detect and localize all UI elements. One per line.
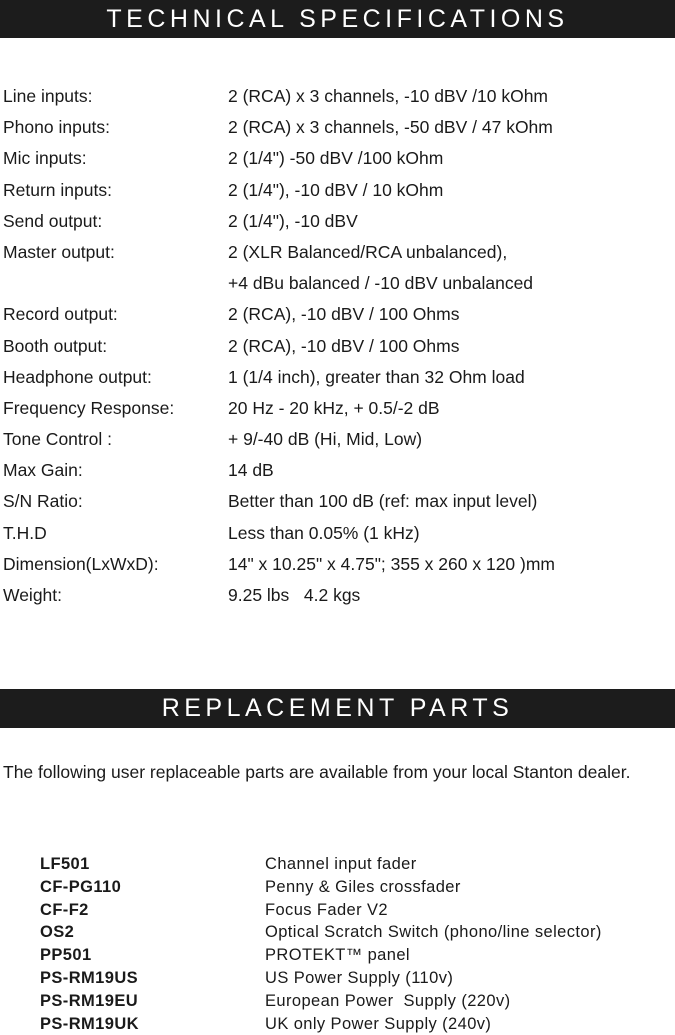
spec-row-max-gain xyxy=(3,455,663,486)
spec-label: Line inputs: xyxy=(3,86,93,106)
spec-label: Booth output: xyxy=(3,335,108,356)
spec-label: Frequency Response: xyxy=(3,397,175,418)
spec-value: 2 (RCA), -10 dBV / 100 Ohms xyxy=(228,335,460,356)
spec-row-send-output xyxy=(3,206,663,237)
spec-value: + 9/-40 dB (Hi, Mid, Low) xyxy=(228,429,423,450)
spec-row-tone-control xyxy=(3,424,663,455)
spec-label: Headphone output: xyxy=(3,366,152,387)
spec-label xyxy=(3,268,228,299)
spec-label: Master output: xyxy=(3,241,115,262)
spec-value: 2 (1/4"), -10 dBV / 10 kOhm xyxy=(228,179,444,200)
part-code: PS-RM19UK xyxy=(40,1014,139,1033)
spec-value: 2 (RCA), -10 dBV / 100 Ohms xyxy=(228,304,460,325)
spec-row-return-inputs xyxy=(3,175,663,206)
part-code: OS2 xyxy=(40,923,75,942)
spec-row-line-inputs xyxy=(3,81,663,112)
part-description: Penny & Giles crossfader xyxy=(265,877,461,896)
spec-row-sn-ratio xyxy=(3,486,663,517)
spec-label: S/N Ratio: xyxy=(3,491,83,512)
spec-value: +4 dBu balanced / -10 dBV unbalanced xyxy=(228,273,534,294)
spec-row-weight xyxy=(3,580,663,611)
spec-label: Weight: xyxy=(3,585,63,605)
specifications-table xyxy=(3,81,663,611)
spec-value: 20 Hz - 20 kHz, + 0.5/-2 dB xyxy=(228,397,440,418)
spec-value: 2 (1/4"), -10 dBV xyxy=(228,210,358,231)
spec-value: 2 (XLR Balanced/RCA unbalanced), xyxy=(228,241,508,262)
spec-row-dimension xyxy=(3,549,663,580)
spec-value: Better than 100 dB (ref: max input level) xyxy=(228,491,538,512)
spec-row-master-output-continued xyxy=(3,268,663,299)
part-description: Channel input fader xyxy=(265,855,417,873)
spec-row-headphone-output xyxy=(3,362,663,393)
spec-value: 14 dB xyxy=(228,460,274,481)
spec-label: Return inputs: xyxy=(3,179,112,200)
replacement-parts-list xyxy=(40,853,660,1035)
part-description: US Power Supply (110v) xyxy=(265,968,454,987)
part-row xyxy=(40,990,660,1013)
spec-row-phono-inputs xyxy=(3,112,663,143)
spec-label: Tone Control : xyxy=(3,429,112,450)
spec-label: Mic inputs: xyxy=(3,148,87,169)
spec-value: 14" x 10.25" x 4.75"; 355 x 260 x 120 )mm xyxy=(228,553,556,574)
spec-row-record-output xyxy=(3,299,663,330)
spec-value: 1 (1/4 inch), greater than 32 Ohm load xyxy=(228,366,525,387)
part-code: PS-RM19US xyxy=(40,968,139,987)
replacement-parts-heading: REPLACEMENT PARTS xyxy=(0,689,675,728)
part-code: CF-F2 xyxy=(40,900,89,919)
part-row xyxy=(40,944,660,967)
part-description: UK only Power Supply (240v) xyxy=(265,1014,492,1033)
part-code: LF501 xyxy=(40,855,90,873)
spec-value: 2 (1/4") -50 dBV /100 kOhm xyxy=(228,148,444,169)
part-description: European Power Supply (220v) xyxy=(265,991,511,1010)
spec-row-booth-output xyxy=(3,331,663,362)
spec-row-frequency-response xyxy=(3,393,663,424)
spec-value: 9.25 lbs 4.2 kgs xyxy=(228,585,361,605)
spec-value: 2 (RCA) x 3 channels, -50 dBV / 47 kOhm xyxy=(228,117,553,138)
part-code: CF-PG110 xyxy=(40,877,122,896)
spec-label: Send output: xyxy=(3,210,103,231)
technical-specifications-heading: TECHNICAL SPECIFICATIONS xyxy=(0,0,675,38)
part-row xyxy=(40,899,660,922)
spec-row-mic-inputs xyxy=(3,143,663,174)
spec-label: T.H.D xyxy=(3,522,47,543)
part-description: Optical Scratch Switch (phono/line selector) xyxy=(265,923,602,942)
part-row xyxy=(40,921,660,944)
part-row xyxy=(40,853,660,876)
replacement-parts-intro: The following user replaceable parts are available from your local Stanton dealer. xyxy=(3,762,631,782)
spec-label: Max Gain: xyxy=(3,460,83,481)
part-description: PROTEKT™ panel xyxy=(265,946,410,965)
part-code: PS-RM19EU xyxy=(40,991,139,1010)
spec-label: Record output: xyxy=(3,304,118,325)
part-row xyxy=(40,967,660,990)
spec-row-master-output xyxy=(3,237,663,268)
part-code: PP501 xyxy=(40,946,92,965)
part-row xyxy=(40,876,660,899)
spec-value: Less than 0.05% (1 kHz) xyxy=(228,522,420,543)
part-row xyxy=(40,1013,660,1035)
spec-label: Dimension(LxWxD): xyxy=(3,553,159,574)
spec-row-thd xyxy=(3,518,663,549)
spec-label: Phono inputs: xyxy=(3,117,111,138)
spec-value: 2 (RCA) x 3 channels, -10 dBV /10 kOhm xyxy=(228,86,548,106)
part-description: Focus Fader V2 xyxy=(265,900,388,919)
